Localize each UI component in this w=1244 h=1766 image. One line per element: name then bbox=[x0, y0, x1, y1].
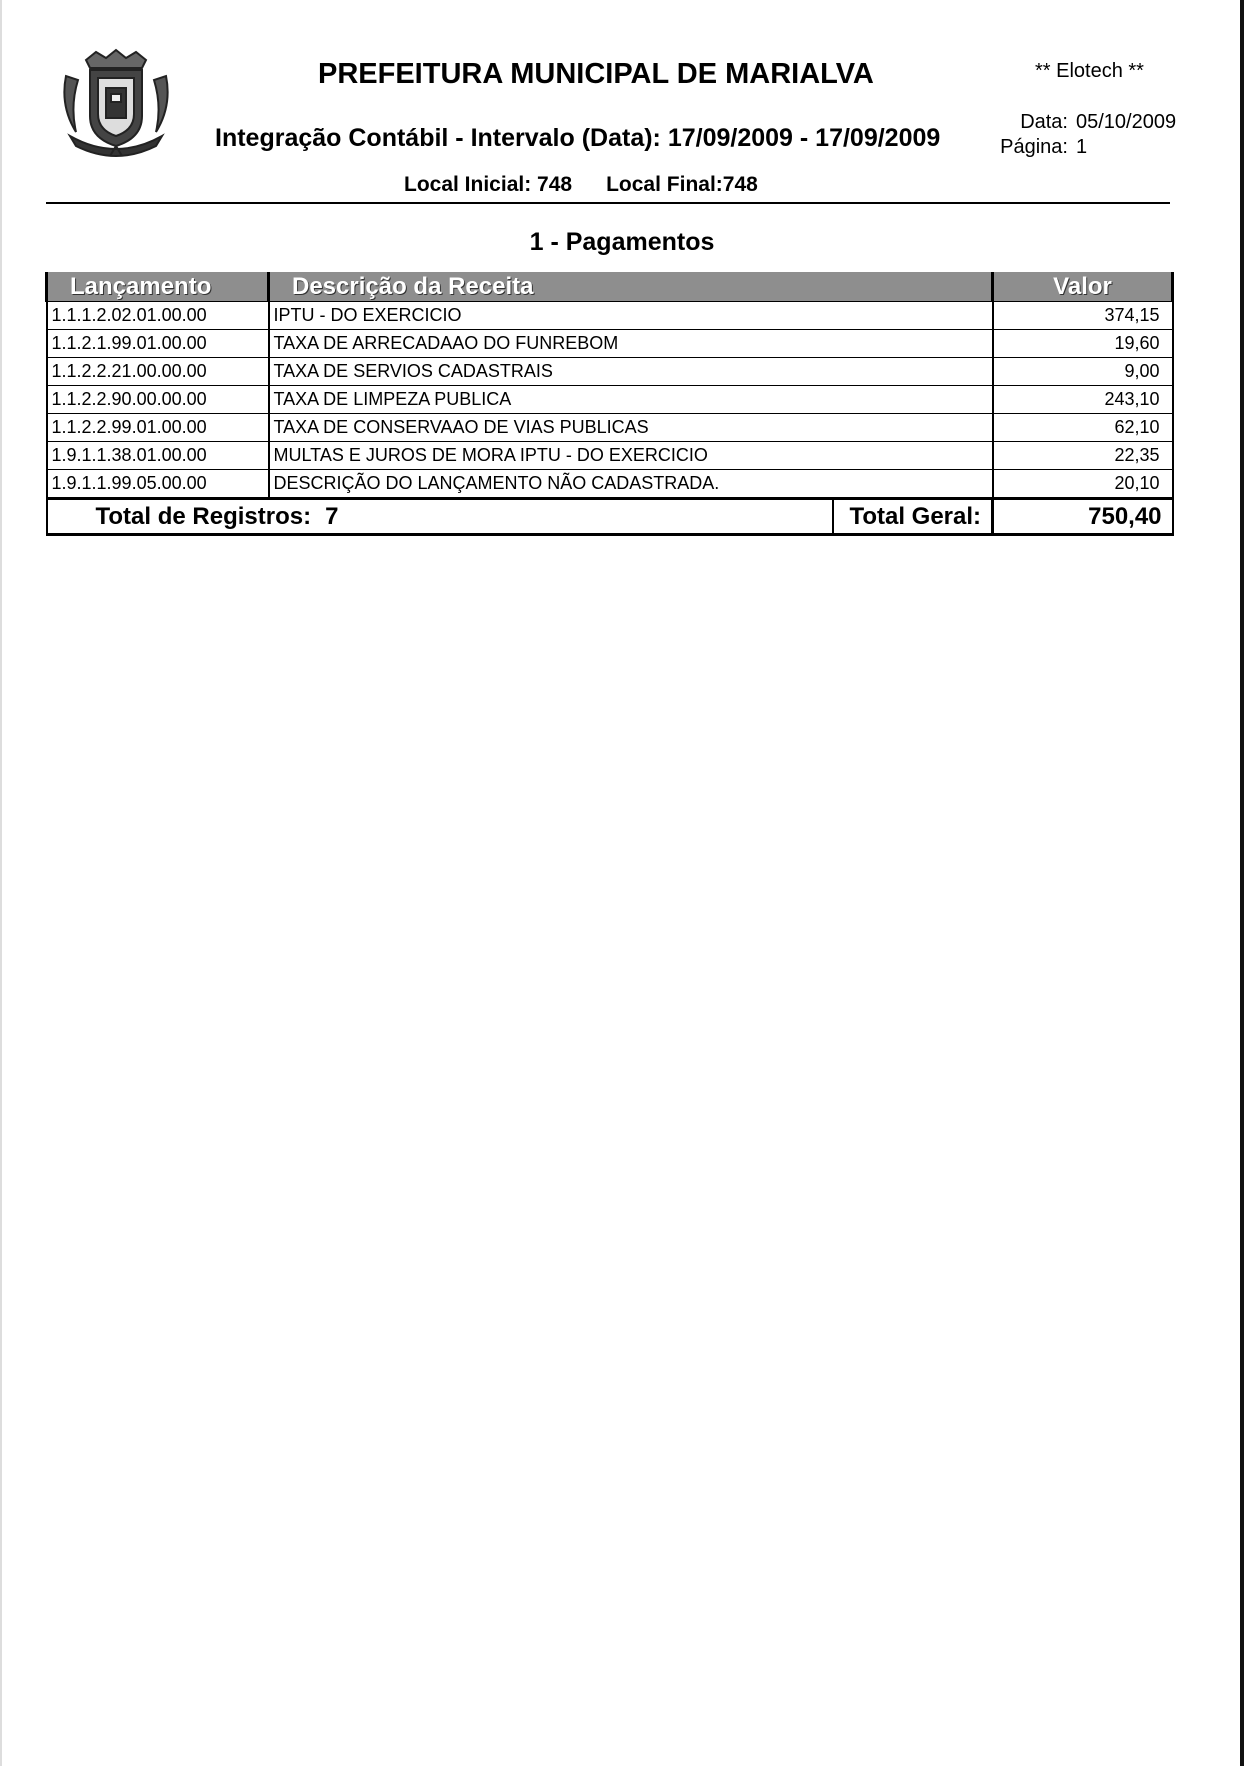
cell-valor: 374,15 bbox=[993, 302, 1173, 330]
column-header-valor: Valor bbox=[993, 272, 1173, 302]
table-row bbox=[47, 470, 1173, 499]
table-row bbox=[47, 330, 1173, 358]
cell-descricao: TAXA DE ARRECADAAO DO FUNREBOM bbox=[269, 330, 993, 358]
total-registros-label: Total de Registros: bbox=[95, 502, 312, 530]
total-geral-label: Total Geral: bbox=[833, 499, 993, 535]
report-subtitle: Integração Contábil - Intervalo (Data): 17/09/2009 - 17/09/2009 bbox=[215, 124, 941, 152]
cell-valor: 20,10 bbox=[993, 470, 1173, 499]
cell-lancamento: 1.1.2.2.90.00.00.00 bbox=[47, 386, 269, 414]
local-inicial-label: Local Inicial: bbox=[404, 173, 532, 196]
local-inicial-value: 748 bbox=[537, 173, 573, 196]
page-edge bbox=[1240, 0, 1244, 1766]
brand-label: ** Elotech ** bbox=[1035, 60, 1144, 82]
cell-lancamento: 1.1.2.1.99.01.00.00 bbox=[47, 330, 269, 358]
table-header-row bbox=[47, 272, 1173, 302]
municipal-crest-icon bbox=[56, 46, 176, 158]
total-registros-value: 7 bbox=[325, 502, 339, 530]
payments-table bbox=[45, 272, 1174, 536]
page-value: 1 bbox=[1076, 136, 1088, 158]
page-title: PREFEITURA MUNICIPAL DE MARIALVA bbox=[318, 58, 874, 90]
totals-row bbox=[47, 499, 1173, 535]
cell-lancamento: 1.1.1.2.02.01.00.00 bbox=[47, 302, 269, 330]
column-header-descricao: Descrição da Receita bbox=[269, 272, 993, 302]
cell-descricao: DESCRIÇÃO DO LANÇAMENTO NÃO CADASTRADA. bbox=[269, 470, 993, 499]
column-header-lancamento: Lançamento bbox=[47, 272, 269, 302]
date-value: 05/10/2009 bbox=[1076, 111, 1177, 133]
cell-descricao: TAXA DE LIMPEZA PUBLICA bbox=[269, 386, 993, 414]
cell-valor: 62,10 bbox=[993, 414, 1173, 442]
date-label: Data: bbox=[1020, 111, 1068, 133]
page-edge bbox=[0, 0, 2, 1766]
local-range bbox=[404, 173, 758, 197]
report-meta bbox=[986, 110, 1176, 160]
cell-lancamento: 1.1.2.2.99.01.00.00 bbox=[47, 414, 269, 442]
cell-descricao: TAXA DE SERVIOS CADASTRAIS bbox=[269, 358, 993, 386]
local-final-value: 748 bbox=[722, 173, 758, 196]
cell-lancamento: 1.9.1.1.38.01.00.00 bbox=[47, 442, 269, 470]
cell-valor: 9,00 bbox=[993, 358, 1173, 386]
cell-descricao: TAXA DE CONSERVAAO DE VIAS PUBLICAS bbox=[269, 414, 993, 442]
cell-lancamento: 1.1.2.2.21.00.00.00 bbox=[47, 358, 269, 386]
cell-valor: 22,35 bbox=[993, 442, 1173, 470]
total-registros bbox=[47, 499, 833, 535]
header-divider bbox=[46, 202, 1170, 204]
section-title: 1 - Pagamentos bbox=[529, 228, 715, 256]
cell-lancamento: 1.9.1.1.99.05.00.00 bbox=[47, 470, 269, 499]
cell-valor: 19,60 bbox=[993, 330, 1173, 358]
table-row bbox=[47, 386, 1173, 414]
local-final-label: Local Final: bbox=[606, 173, 723, 196]
cell-descricao: MULTAS E JUROS DE MORA IPTU - DO EXERCICIO bbox=[269, 442, 993, 470]
page-label: Página: bbox=[1000, 136, 1068, 158]
table-row bbox=[47, 302, 1173, 330]
cell-descricao: IPTU - DO EXERCICIO bbox=[269, 302, 993, 330]
table-row bbox=[47, 414, 1173, 442]
cell-valor: 243,10 bbox=[993, 386, 1173, 414]
total-geral-value: 750,40 bbox=[993, 499, 1173, 535]
table-row bbox=[47, 442, 1173, 470]
table-row bbox=[47, 358, 1173, 386]
